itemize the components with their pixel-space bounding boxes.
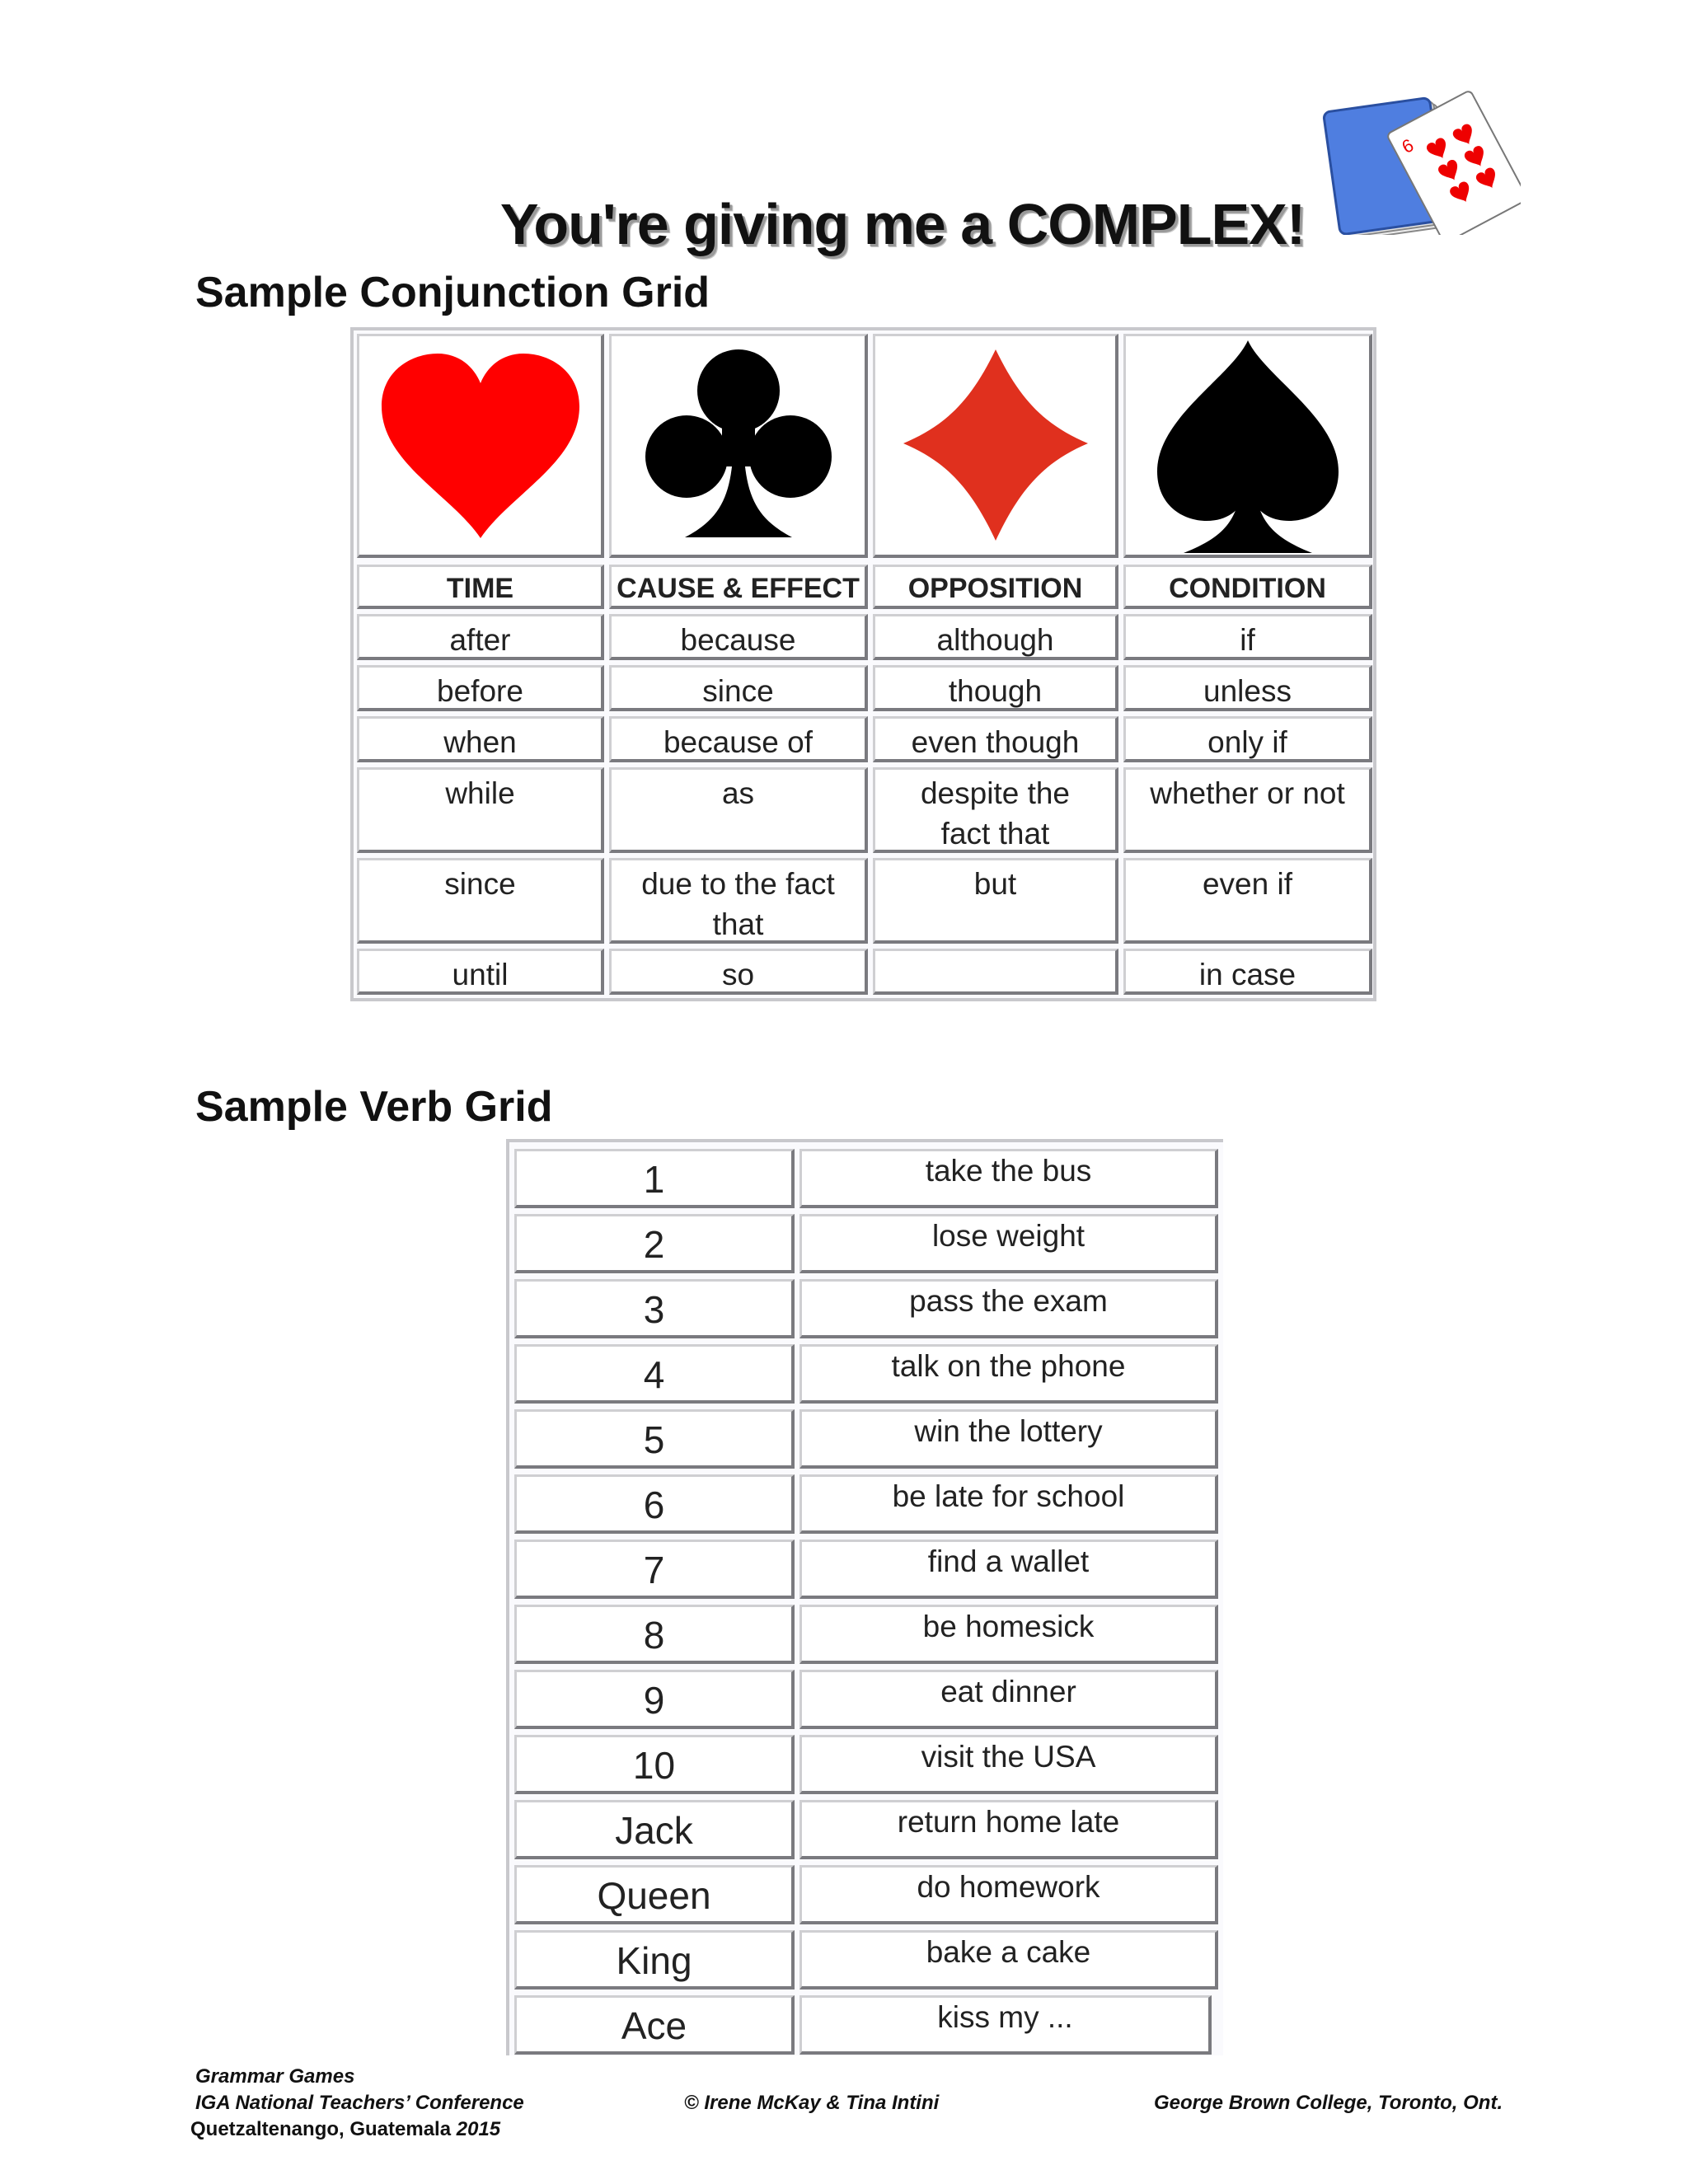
verb-card-cell: Ace [514,1995,795,2055]
conj-cell: since [609,665,868,711]
conj-cell: since [357,858,604,944]
verb-phrase-cell: bake a cake [799,1930,1218,1990]
verb-phrase-cell: take the bus [799,1149,1218,1208]
verb-card-cell: Jack [514,1800,795,1859]
conj-cell: if [1123,614,1372,660]
conj-cell-empty [873,949,1118,995]
suit-cell-heart [357,334,604,558]
conj-cell: though [873,665,1118,711]
verb-phrase-cell: pass the exam [799,1279,1218,1338]
conj-cell: whether or not [1123,767,1372,853]
footer-college: George Brown College, Toronto, Ont. [1154,2092,1503,2114]
footer-year: 2015 [456,2118,501,2140]
verb-phrase-cell: eat dinner [799,1670,1218,1729]
svg-text:6: 6 [1398,134,1418,158]
verb-card-cell: 7 [514,1540,795,1599]
conj-cell: even though [873,716,1118,762]
header-time: TIME [357,565,604,609]
verb-card-cell: 10 [514,1735,795,1794]
conj-cell: because of [609,716,868,762]
suit-cell-spade [1123,334,1372,558]
verb-phrase-cell: be homesick [799,1605,1218,1664]
header-cause-effect: CAUSE & EFFECT [609,565,868,609]
club-icon [635,343,842,549]
verb-card-cell: 2 [514,1214,795,1273]
verb-card-cell: 6 [514,1474,795,1534]
footer-location [190,2118,500,2141]
suit-cell-club [609,334,868,558]
verb-grid-heading: Sample Verb Grid [195,1083,553,1131]
conj-cell: after [357,614,604,660]
conj-cell: when [357,716,604,762]
verb-phrase-cell: visit the USA [799,1735,1218,1794]
verb-card-cell: Queen [514,1865,795,1924]
verb-phrase-cell: return home late [799,1800,1218,1859]
verb-card-cell: 9 [514,1670,795,1729]
verb-phrase-cell: be late for school [799,1474,1218,1534]
verb-phrase-cell: kiss my ... [799,1995,1212,2055]
conj-cell: because [609,614,868,660]
verb-card-cell: 1 [514,1149,795,1208]
verb-phrase-cell: lose weight [799,1214,1218,1273]
footer-place: Quetzaltenango, Guatemala [190,2118,452,2140]
verb-card-cell: 4 [514,1344,795,1404]
conjunction-grid-heading: Sample Conjunction Grid [195,269,710,316]
footer-series-title: Grammar Games [195,2065,355,2088]
conj-cell: despite the fact that [873,767,1118,853]
header-opposition: OPPOSITION [873,565,1118,609]
footer-authors: © Irene McKay & Tina Intini [684,2092,940,2114]
conj-cell: in case [1123,949,1372,995]
conj-cell: as [609,767,868,853]
conj-cell: before [357,665,604,711]
conj-cell: only if [1123,716,1372,762]
heart-icon [373,347,588,545]
footer-conference: IGA National Teachers’ Conference [195,2092,524,2114]
conj-cell: but [873,858,1118,944]
conj-cell: so [609,949,868,995]
verb-card-cell: 3 [514,1279,795,1338]
conj-cell: although [873,614,1118,660]
diamond-icon [897,343,1095,549]
conj-cell: even if [1123,858,1372,944]
document-title: You're giving me a COMPLEX! [499,192,1306,256]
spade-icon [1149,335,1347,556]
suit-cell-diamond [873,334,1118,558]
verb-card-cell: King [514,1930,795,1990]
header-condition: CONDITION [1123,565,1372,609]
verb-phrase-cell: do homework [799,1865,1218,1924]
conj-cell: due to the fact that [609,858,868,944]
verb-phrase-cell: win the lottery [799,1409,1218,1469]
verb-phrase-cell: find a wallet [799,1540,1218,1599]
verb-phrase-cell: talk on the phone [799,1344,1218,1404]
verb-card-cell: 8 [514,1605,795,1664]
conj-cell: unless [1123,665,1372,711]
verb-card-cell: 5 [514,1409,795,1469]
conjunction-grid [350,327,1376,1001]
conj-cell: until [357,949,604,995]
playing-cards-icon [1319,78,1521,235]
conj-cell: while [357,767,604,853]
verb-grid [506,1139,1223,2055]
